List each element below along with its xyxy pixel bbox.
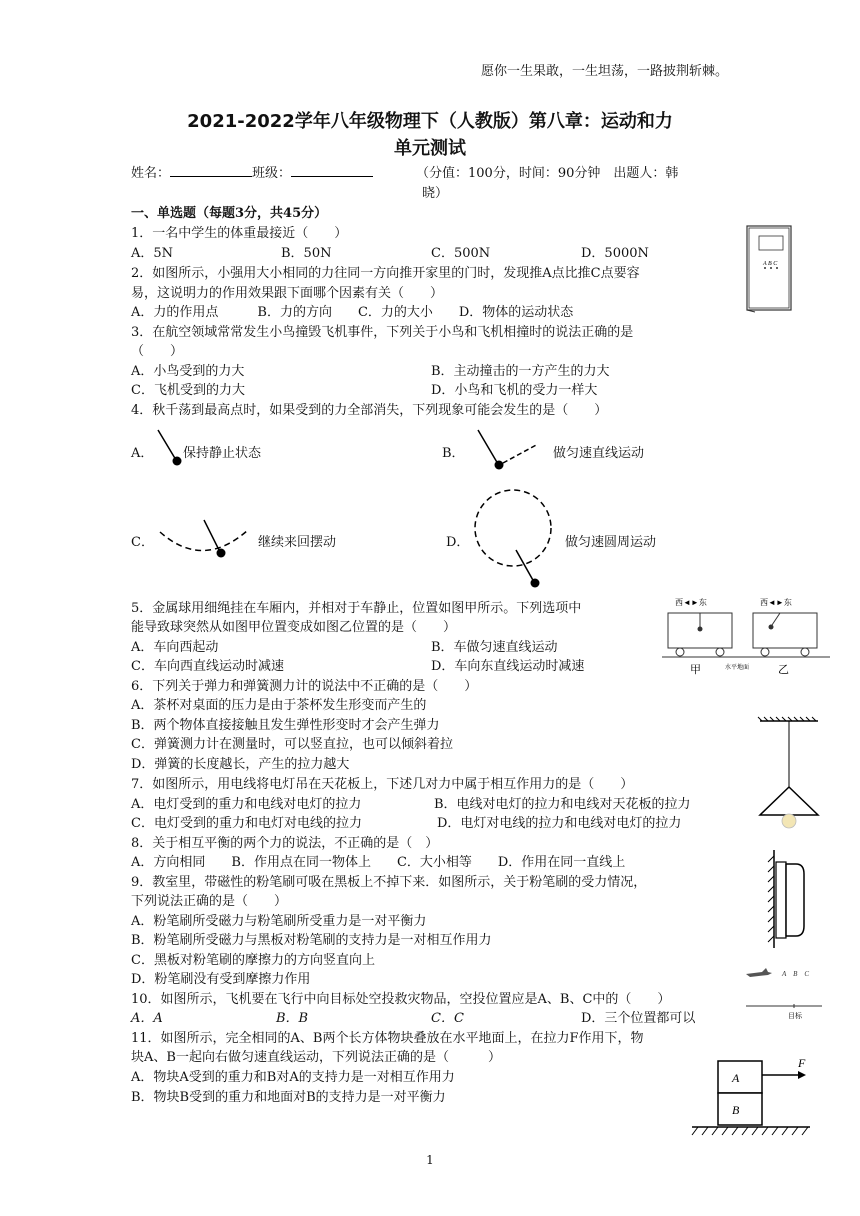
class-blank[interactable] <box>291 164 373 177</box>
west-east-label-jia: 西◄►东 <box>675 598 707 607</box>
q11-stem-2: 块A、B一起向右做匀速直线运动，下列说法正确的是（ ） <box>131 1050 501 1065</box>
q4-b-pendulum-figure <box>476 428 546 473</box>
q4-b-text: 做匀速直线运动 <box>553 446 645 461</box>
page-subtitle: 单元测试 <box>394 138 466 159</box>
q1-stem: 1．一名中学生的体重最接近（ ） <box>131 226 348 241</box>
q4-d-text: 做匀速圆周运动 <box>565 535 657 550</box>
airplane-drop-figure <box>742 962 827 1022</box>
q10-option-d: D．三个位置都可以 <box>581 1011 696 1026</box>
q3-option-d: D．小鸟和飞机的受力一样大 <box>431 383 598 398</box>
q4-b-letter: B． <box>442 446 465 461</box>
block-b-label: B <box>732 1103 740 1117</box>
q2-stem-2: 易，这说明力的作用效果跟下面哪个因素有关（ ） <box>131 286 444 301</box>
q1-option-d: D．5000N <box>581 246 649 261</box>
q4-a-letter: A． <box>131 446 154 461</box>
door-figure <box>745 222 795 314</box>
label-yi: 乙 <box>778 664 789 676</box>
page-number: 1 <box>426 1153 434 1167</box>
q10-option-b: B．B <box>276 1011 309 1026</box>
q11-option-a: A．物块A受到的重力和B对A的支持力是一对相互作用力 <box>131 1070 455 1085</box>
q2-options: A．力的作用点 B．力的方向 C．力的大小 D．物体的运动状态 <box>131 305 574 320</box>
q3-option-c: C．飞机受到的力大 <box>131 383 245 398</box>
q7-option-a: A．电灯受到的重力和电线对电灯的拉力 <box>131 797 362 812</box>
student-info: 姓名： 班级： <box>131 162 373 181</box>
q8-options: A．方向相同 B．作用点在同一物体上 C．大小相等 D．作用在同一直线上 <box>131 855 626 870</box>
force-f-label: F <box>798 1056 806 1070</box>
q7-option-b: B．电线对电灯的拉力和电线对天花板的拉力 <box>434 797 691 812</box>
motto: 愿你一生果敢，一生坦荡，一路披荆斩棘。 <box>480 64 728 79</box>
q4-d-pendulum-figure <box>470 488 560 593</box>
exam-meta: （分值：100分，时间：90分钟 出题人：韩 <box>416 166 679 181</box>
q1-option-a: A．5N <box>131 246 174 261</box>
section-heading: 一、单选题（每题3分，共45分） <box>131 206 328 221</box>
q4-a-text: 保持静止状态 <box>183 446 262 461</box>
q5-stem-1: 5．金属球用细绳挂在车厢内，并相对于车静止，位置如图甲所示。下列选项中 <box>131 601 582 616</box>
q5-option-c: C．车向西直线运动时减速 <box>131 659 284 674</box>
q9-option-d: D．粉笔刷没有受到摩擦力作用 <box>131 972 311 987</box>
q4-c-pendulum-figure <box>158 518 253 563</box>
exam-meta-cont: 晓） <box>422 186 449 201</box>
chalk-brush-figure <box>766 850 816 950</box>
stacked-blocks-figure <box>690 1055 820 1145</box>
q10-option-a: A．A <box>131 1011 163 1026</box>
q7-option-d: D．电灯对电线的拉力和电线对电灯的拉力 <box>437 816 682 831</box>
q9-stem-2: 下列说法正确的是（ ） <box>131 894 288 909</box>
q4-stem: 4．秋千荡到最高点时，如果受到的力全部消失，下列现象可能会发生的是（ ） <box>131 403 608 418</box>
q3-stem-1: 3．在航空领域常常发生小鸟撞毁飞机事件，下列关于小鸟和飞机相撞时的说法正确的是 <box>131 325 634 340</box>
q9-option-b: B．粉笔刷所受磁力与黑板对粉笔刷的支持力是一对相互作用力 <box>131 933 492 948</box>
west-east-label-yi: 西◄►东 <box>760 598 792 607</box>
q9-option-c: C．黑板对粉笔刷的摩擦力的方向竖直向上 <box>131 953 375 968</box>
q10-stem: 10．如图所示，飞机要在飞行中向目标处空投救灾物品，空投位置应是A、B、C中的（ ） <box>131 992 671 1007</box>
q5-option-d: D．车向东直线运动时减速 <box>431 659 585 674</box>
q9-stem-1: 9．教室里，带磁性的粉笔刷可吸在黑板上不掉下来．如图所示，关于粉笔刷的受力情况， <box>131 875 647 890</box>
q6-option-c: C．弹簧测力计在测量时，可以竖直拉，也可以倾斜着拉 <box>131 737 453 752</box>
drop-abc-labels: A B C <box>782 970 810 978</box>
page-title: 2021-2022学年八年级物理下（人教版）第八章：运动和力 <box>187 111 673 132</box>
q7-option-c: C．电灯受到的重力和电灯对电线的拉力 <box>131 816 362 831</box>
q5-stem-2: 能导致球突然从如图甲位置变成如图乙位置的是（ ） <box>131 620 457 635</box>
q6-option-d: D．弹簧的长度越长，产生的拉力越大 <box>131 757 350 772</box>
q5-option-a: A．车向西起动 <box>131 640 219 655</box>
q6-stem: 6．下列关于弹力和弹簧测力计的说法中不正确的是（ ） <box>131 679 478 694</box>
q8-stem: 8．关于相互平衡的两个力的说法，不正确的是（ ） <box>131 836 439 851</box>
target-label: 目标 <box>788 1013 802 1020</box>
q5-option-b: B．车做匀速直线运动 <box>431 640 558 655</box>
q3-stem-2: （ ） <box>131 344 184 359</box>
q1-option-c: C．500N <box>431 246 491 261</box>
q9-option-a: A．粉笔刷所受磁力与粉笔刷所受重力是一对平衡力 <box>131 914 427 929</box>
q3-option-b: B．主动撞击的一方产生的力大 <box>431 364 610 379</box>
q3-option-a: A．小鸟受到的力大 <box>131 364 245 379</box>
q2-stem-1: 2．如图所示，小强用大小相同的力往同一方向推开家里的门时，发现推A点比推C点要容 <box>131 266 640 281</box>
q4-c-text: 继续来回摆动 <box>258 535 337 550</box>
q11-stem-1: 11．如图所示，完全相同的A、B两个长方体物块叠放在水平地面上，在拉力F作用下，物 <box>131 1031 644 1046</box>
q5-carts-figure <box>660 595 835 677</box>
q11-option-b: B．物块B受到的重力和地面对B的支持力是一对平衡力 <box>131 1090 446 1105</box>
lamp-figure <box>756 717 826 832</box>
q4-c-letter: C． <box>131 535 154 550</box>
label-ground: 水平地面 <box>725 665 750 671</box>
q6-option-a: A．茶杯对桌面的压力是由于茶杯发生形变而产生的 <box>131 698 427 713</box>
door-labels: A B C <box>763 261 778 267</box>
name-blank[interactable] <box>170 164 252 177</box>
q1-option-b: B．50N <box>281 246 332 261</box>
q7-stem: 7．如图所示，用电线将电灯吊在天花板上，下述几对力中属于相互作用力的是（ ） <box>131 777 634 792</box>
q4-d-letter: D． <box>446 535 470 550</box>
label-jia: 甲 <box>690 664 701 676</box>
q10-option-c: C．C <box>431 1011 464 1026</box>
block-a-label: A <box>732 1071 740 1085</box>
q6-option-b: B．两个物体直接接触且发生弹性形变时才会产生弹力 <box>131 718 440 733</box>
